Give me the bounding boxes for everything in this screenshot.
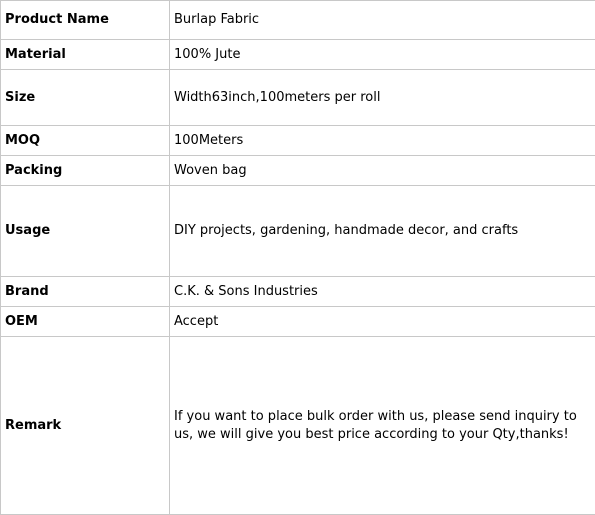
- row-value: Burlap Fabric: [170, 1, 595, 40]
- table-row: [1, 156, 595, 186]
- table-row: [1, 337, 595, 515]
- row-value: Accept: [170, 307, 595, 337]
- row-value: If you want to place bulk order with us, please send inquiry to us, we will give you best price according to your Qty,thanks!: [170, 337, 595, 515]
- table-row: [1, 307, 595, 337]
- row-value: DIY projects, gardening, handmade decor, and crafts: [170, 186, 595, 277]
- row-label: Brand: [1, 277, 170, 307]
- table-row: [1, 186, 595, 277]
- row-value: C.K. & Sons Industries: [170, 277, 595, 307]
- table-row: [1, 40, 595, 70]
- table-row: [1, 70, 595, 126]
- table-row: [1, 1, 595, 40]
- row-label: Packing: [1, 156, 170, 186]
- row-value: Width63inch,100meters per roll: [170, 70, 595, 126]
- row-label: Product Name: [1, 1, 170, 40]
- row-label: MOQ: [1, 126, 170, 156]
- table-row: [1, 277, 595, 307]
- row-label: Size: [1, 70, 170, 126]
- row-value: Woven bag: [170, 156, 595, 186]
- row-label: OEM: [1, 307, 170, 337]
- row-label: Usage: [1, 186, 170, 277]
- row-value: 100Meters: [170, 126, 595, 156]
- row-label: Material: [1, 40, 170, 70]
- row-value: 100% Jute: [170, 40, 595, 70]
- row-label: Remark: [1, 337, 170, 515]
- table-row: [1, 126, 595, 156]
